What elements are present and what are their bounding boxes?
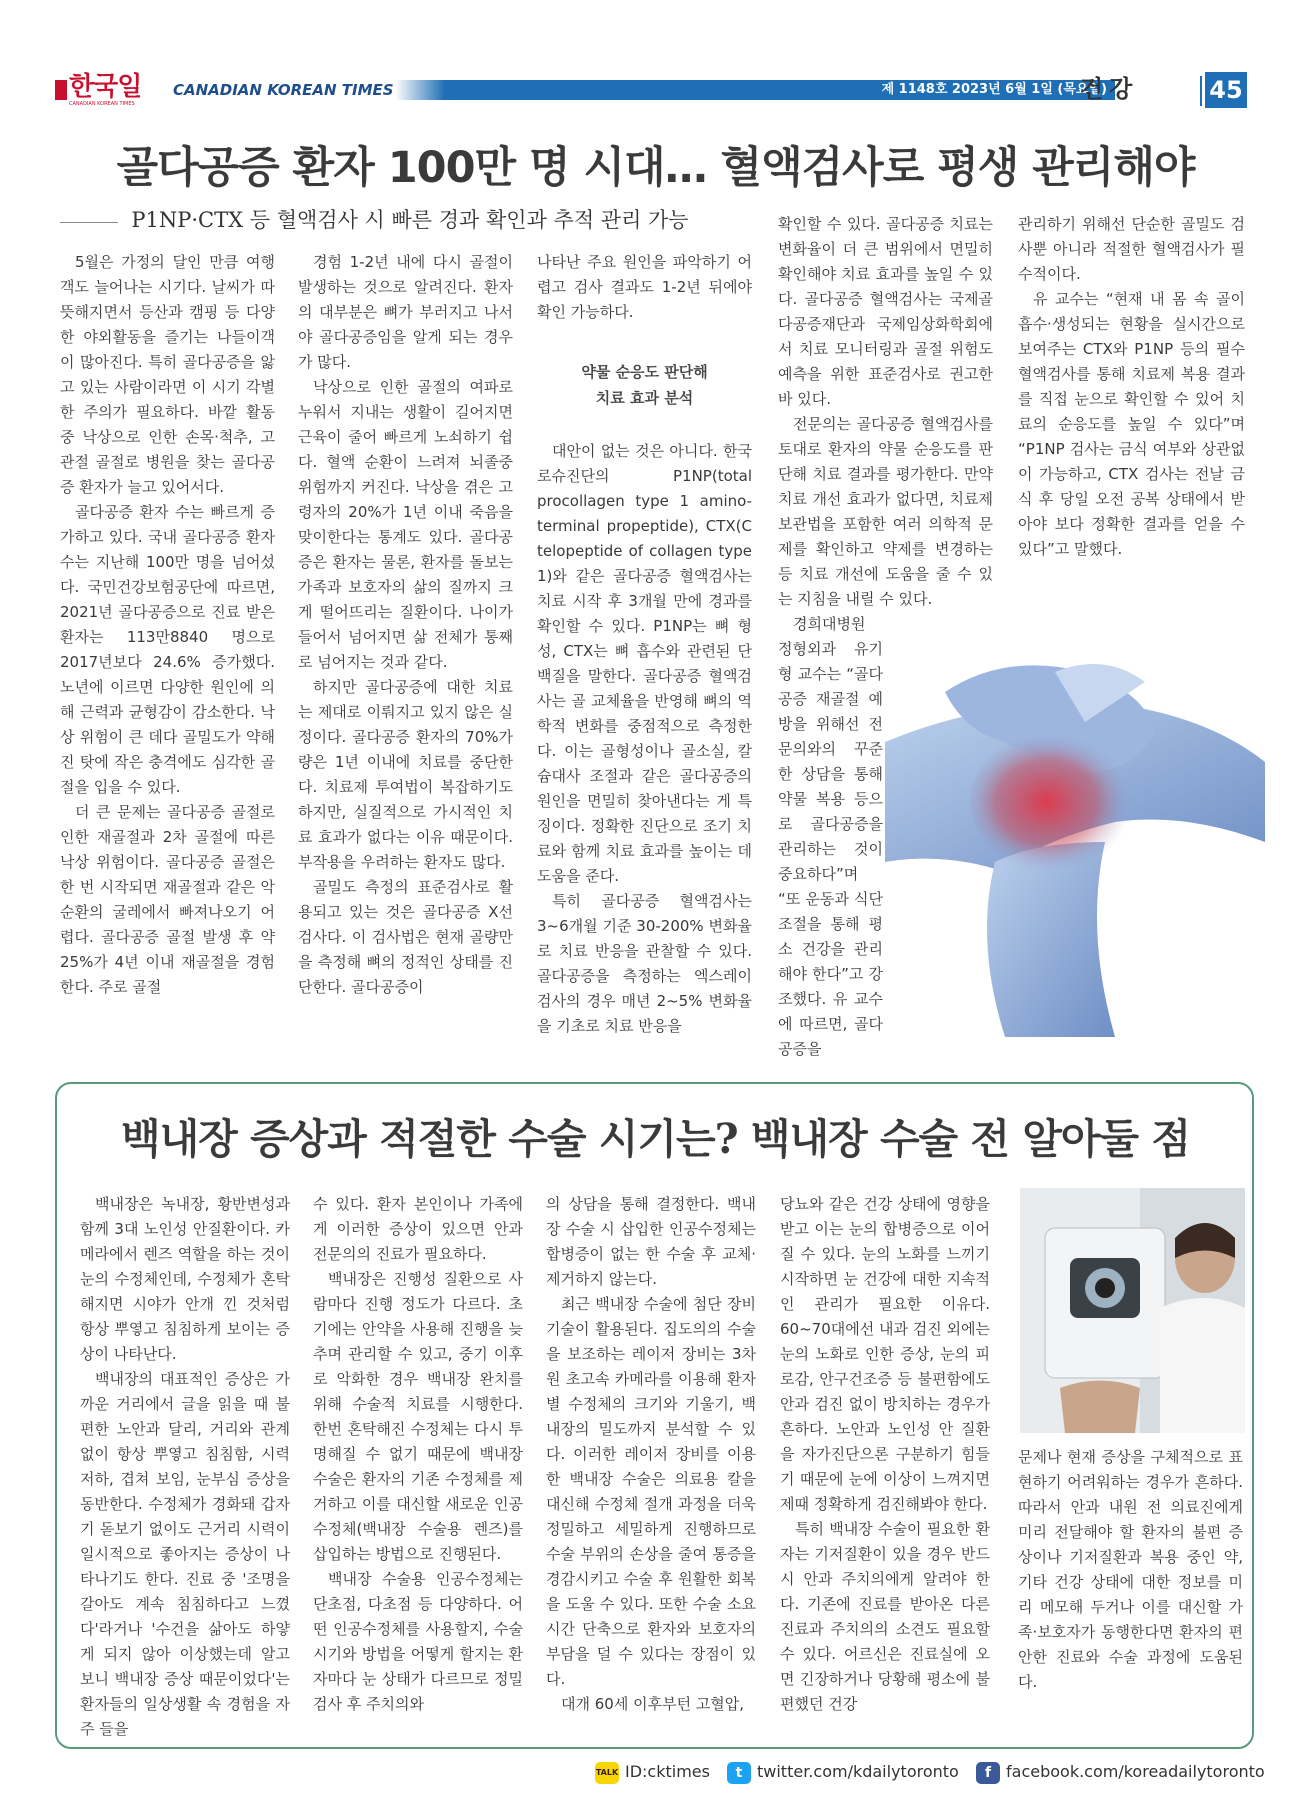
- kakao-link[interactable]: [595, 1758, 710, 1786]
- facebook-url: facebook.com/koreadailytoronto: [1006, 1762, 1265, 1781]
- paragraph: 의 상담을 통해 결정한다. 백내장 수술 시 삽입한 인공수정체는 합병증이 없는 한 수술 후 교체·제거하지 않는다.: [546, 1195, 756, 1288]
- headline-osteoporosis: 골다공증 환자 100만 명 시대… 혈액검사로 평생 관리해야: [116, 143, 1195, 193]
- paper-name: CANADIAN KOREAN TIMES: [173, 81, 394, 99]
- section-title: 건강: [1080, 75, 1139, 103]
- article2-column-5: [1018, 1445, 1243, 1695]
- article1-column-5: [1018, 212, 1245, 562]
- article2-column-2: [313, 1192, 523, 1717]
- paragraph: 특히 골다공증 혈액검사는 3~6개월 기준 30-200% 변화율로 치료 반응을 관찰할 수 있다. 골다공증을 측정하는 엑스레이 검사의 경우 매년 2~5% 변화율을 기초로 치료 반응을: [537, 892, 752, 1035]
- twitter-icon: t: [727, 1762, 751, 1784]
- paragraph: 경험 1-2년 내에 다시 골절이 발생하는 것으로 알려진다. 환자의 대부분은 뼈가 부러지고 나서야 골다공증임을 알게 되는 경우가 많다.: [298, 253, 513, 371]
- knee-pain-illustration: [885, 612, 1265, 1037]
- paragraph: 백내장은 녹내장, 황반변성과 함께 3대 노인성 안질환이다. 카메라에서 렌즈 역할을 하는 것이 눈의 수정체인데, 수정체가 혼탁해지면 시야가 안개 낀 것처럼 항상 뿌옇고 침침하게 보이는 증상이 나타난다.: [80, 1195, 290, 1363]
- facebook-link[interactable]: [976, 1758, 1265, 1786]
- paragraph: 5월은 가정의 달인 만큼 여행객도 늘어나는 시기다. 날씨가 따뜻해지면서 등산과 캠핑 등 다양한 야외활동을 즐기는 나들이객이 많아진다. 특히 골다공증을 앓고 있는 사람이라면 이 시기 각별한 주의가 필요하다. 바깥 활동 중 낙상으로 인한 손목·척추, 고관절 골절로 병원을 찾는 골다공증 환자가 늘고 있어서다.: [60, 253, 275, 496]
- paragraph: 당뇨와 같은 건강 상태에 영향을 받고 이는 눈의 합병증으로 이어질 수 있다. 눈의 노화를 느끼기 시작하면 눈 건강에 대한 지속적인 관리가 필요한 이유다. 60~70대에선 내과 검진 외에는 눈의 노화로 인한 증상, 눈의 피로감, 안구건조증 등 불편함에도 안과 검진 없이 방치하는 경우가 흔하다. 노안과 노인성 안 질환을 자가진단으론 구분하기 힘들기 때문에 눈에 이상이 느껴지면 제때 정확하게 검진해봐야 한다.: [780, 1195, 990, 1513]
- page-number: 45: [1205, 72, 1247, 108]
- paragraph: 대개 60세 이후부턴 고혈압,: [561, 1695, 745, 1713]
- paragraph: 유 교수는 “현재 내 몸 속 골이 흡수·생성되는 현황을 실시간으로 보여주는 CTX와 P1NP 등의 필수 혈액검사를 통해 치료제 복용 결과를 직접 눈으로 확인할 수 있어 치료의 순응도를 높일 수 있다”며 “P1NP 검사는 금식 여부와 상관없이 가능하고, CTX 검사는 전날 금식 후 당일 오전 공복 상태에서 받아야 보다 정확한 결과를 얻을 수 있다”고 말했다.: [1018, 290, 1245, 558]
- paragraph: 더 큰 문제는 골다공증 골절로 인한 재골절과 2차 골절에 따른 낙상 위험이다. 골다공증 골절은 한 번 시작되면 재골절과 같은 악순환의 굴레에서 빠져나오기 어렵다. 골다공증 골절 발생 후 약 25%가 4년 이내 재골절을 경험한다. 주로 골절: [60, 803, 275, 996]
- paragraph: 수 있다. 환자 본인이나 가족에게 이러한 증상이 있으면 안과 전문의의 진료가 필요하다.: [313, 1195, 523, 1263]
- newspaper-logo: [55, 72, 160, 108]
- paragraph: 백내장은 진행성 질환으로 사람마다 진행 정도가 다르다. 초기에는 안약을 사용해 진행을 늦추며 관리할 수 있고, 중기 이후로 악화한 경우 백내장 완치를 위해 수술적 치료를 시행한다. 한번 혼탁해진 수정체는 다시 투명해질 수 없기 때문에 백내장 수술은 환자의 기존 수정체를 제거하고 이를 대신할 새로운 인공수정체(백내장 수술용 렌즈)를 삽입하는 방법으로 진행된다.: [313, 1270, 523, 1563]
- box-heading: [537, 359, 752, 411]
- paragraph: 골밀도 측정의 표준검사로 활용되고 있는 것은 골다공증 X선 검사다. 이 검사법은 현재 골량만을 측정해 뼈의 정적인 상태를 진단한다. 골다공증이: [298, 878, 513, 996]
- twitter-link[interactable]: [727, 1758, 959, 1786]
- twitter-url: twitter.com/kdailytoronto: [757, 1762, 959, 1781]
- article1-column-3: [537, 250, 752, 1039]
- paragraph: 백내장의 대표적인 증상은 가까운 거리에서 글을 읽을 때 불편한 노안과 달리, 거리와 관계없이 항상 뿌옇고 침침함, 시력 저하, 겹쳐 보임, 눈부심 증상을 동반한다. 수정체가 경화돼 갑자기 돋보기 없이도 근거리 시력이 일시적으로 좋아지는 증상이 나타나기도 한다. 진료 중 '조명을 갈아도 계속 침침하다고 느꼈다'라거나 '수건을 삶아도 하얗게 되지 않아 이상했는데 알고 보니 백내장 증상 때문이었다'는 환자들의 일상생활 속 경험을 자주 들을: [80, 1370, 290, 1738]
- eye-exam-photo: [1020, 1188, 1245, 1433]
- kakao-id: ID:cktimes: [625, 1762, 710, 1781]
- logo-name: 한국일: [69, 72, 142, 102]
- article2-column-3: [546, 1192, 756, 1717]
- paragraph: 확인할 수 있다. 골다공증 치료는 변화율이 더 큰 범위에서 면밀히 확인해야 치료 효과를 높일 수 있다. 골다공증 혈액검사는 국제골다공증재단과 국제임상화학회에서 치료 모니터링과 골절 위험도 예측을 위한 표준검사로 권고한 바 있다.: [778, 215, 993, 408]
- headline-cataract: 백내장 증상과 적절한 수술 시기는? 백내장 수술 전 알아둘 점: [120, 1115, 1191, 1163]
- paragraph: 최근 백내장 수술에 첨단 장비 기술이 활용된다. 집도의의 수술을 보조하는 레이저 장비는 3차원 초고속 카메라를 이용해 환자별 수정체의 크기와 기울기, 백내장의 밀도까지 분석할 수 있다. 이러한 레이저 장비를 이용한 백내장 수술은 의료용 칼을 대신해 수정체 절개 과정을 더욱 정밀하고 세밀하게 진행하므로 수술 부위의 손상을 줄여 통증을 경감시키고 수술 후 원활한 회복을 도울 수 있다. 또한 수술 소요 시간 단축으로 환자와 보호자의 부담을 덜 수 있다는 장점이 있다.: [546, 1295, 756, 1688]
- paragraph: 특히 백내장 수술이 필요한 환자는 기저질환이 있을 경우 반드시 안과 주치의에게 알려야 한다. 기존에 진료를 받아온 다른 진료과 주치의의 소견도 필요할 수 있다. 어르신은 진료실에 오면 긴장하거나 당황해 평소에 불편했던 건강: [780, 1520, 990, 1713]
- paragraph: 문제나 현재 증상을 구체적으로 표현하기 어려워하는 경우가 흔하다. 따라서 안과 내원 전 의료진에게 미리 전달해야 할 환자의 불편 증상이나 기저질환과 복용 중인 약, 기타 건강 상태에 대한 정보를 미리 메모해 두거나 이를 대신할 가족·보호자가 동행한다면 환자의 편안한 진료와 수술 과정에 도움된다.: [1018, 1448, 1243, 1691]
- box-heading-line-1: 약물 순응도 판단해: [581, 363, 708, 381]
- article1-column-2: [298, 250, 513, 1000]
- paragraph: 백내장 수술용 인공수정체는 단초점, 다초점 등 다양하다. 어떤 인공수정체를 사용할지, 수술 시기와 방법을 어떻게 할지는 환자마다 눈 상태가 다르므로 정밀검사 후 주치의와: [313, 1570, 523, 1713]
- paragraph: 전문의는 골다공증 혈액검사를 토대로 환자의 약물 순응도를 판단해 치료 결과를 평가한다. 만약 치료 개선 효과가 없다면, 치료제 보관법을 포함한 여러 의학적 문제를 확인하고 약제를 변경하는 등 치료 개선에 도움을 줄 수 있는 지침을 내릴 수 있다.: [778, 415, 993, 608]
- box-heading-line-2: 치료 효과 분석: [595, 389, 694, 407]
- facebook-icon: f: [976, 1762, 1000, 1784]
- paragraph: 경희대병원 정형외과 유기형 교수는 “골다공증 재골절 예방을 위해선 전문의와의 꾸준한 상담을 통해 약물 복용 등으로 골다공증을 관리하는 것이 중요하다”며 “또 운동과 식단 조절을 통해 평소 건강을 관리해야 한다”고 강조했다. 유 교수에 따르면, 골다공증을: [778, 615, 883, 1058]
- issue-date: 제 1148호 2023년 6월 1일 (목요일): [881, 82, 1107, 97]
- paragraph: 대안이 없는 것은 아니다. 한국로슈진단의 P1NP(total procollagen type 1 amino-terminal propeptide), CTX(C telopeptide of collagen type 1)와 같은 골다공증 혈액검사는 치료 시작 후 3개월 만에 경과를 확인할 수 있다. P1NP는 뼈 형성, CTX는 뼈 흡수와 관련된 단백질을 말한다. 골다공증 혈액검사는 골 교체율을 반영해 뼈의 역학적 변화를 중점적으로 측정한다. 이는 골형성이나 골소실, 칼슘대사 조절과 같은 골다공증의 원인을 면밀히 찾아낸다는 게 특징이다. 정확한 진단으로 조기 치료와 함께 치료 효과를 높이는 데 도움을 준다.: [537, 442, 752, 885]
- logo-subtitle: CANADIAN KOREAN TIMES: [69, 101, 135, 107]
- article2-column-4: [780, 1192, 990, 1717]
- paragraph: 하지만 골다공증에 대한 치료는 제대로 이뤄지고 있지 않은 실정이다. 골다공증 환자의 70%가량은 1년 이내에 치료를 중단한다. 치료제 투여법이 복잡하기도 하지만, 실질적으로 가시적인 치료 효과가 없다는 이유 때문이다. 부작용을 우려하는 환자도 많다.: [298, 678, 513, 871]
- article2-column-1: [80, 1192, 290, 1742]
- masthead-bar: [165, 80, 1115, 100]
- article1-column-1: [60, 250, 275, 1000]
- kakao-icon: TALK: [595, 1762, 619, 1784]
- subheadline-osteoporosis: P1NP·CTX 등 혈액검사 시 빠른 경과 확인과 추적 관리 가능: [131, 208, 689, 232]
- paragraph: 낙상으로 인한 골절의 여파로 누워서 지내는 생활이 길어지면 근육이 줄어 빠르게 노쇠하기 쉽다. 혈액 순환이 느려져 뇌졸중 위험까지 커진다. 낙상을 겪은 고령자의 20%가 1년 이내 죽음을 맞이한다는 통계도 있다. 골다공증은 환자는 물론, 환자를 돌보는 가족과 보호자의 삶의 질까지 크게 떨어뜨리는 질환이다. 나이가 들어서 넘어지면 삶 전체가 통째로 넘어지는 것과 같다.: [298, 378, 513, 671]
- masthead: [55, 72, 1250, 110]
- paragraph: 관리하기 위해선 단순한 골밀도 검사뿐 아니라 적절한 혈액검사가 필수적이다.: [1018, 215, 1245, 283]
- paragraph: 골다공증 환자 수는 빠르게 증가하고 있다. 국내 골다공증 환자 수는 지난해 100만 명을 넘어섰다. 국민건강보험공단에 따르면, 2021년 골다공증으로 진료 받은 환자는 113만8840 명으로 2017년보다 24.6% 증가했다. 노년에 이르면 다양한 원인에 의해 근력과 균형감이 감소한다. 낙상 위험이 큰 데다 골밀도가 약해진 탓에 작은 충격에도 심각한 골절을 입을 수 있다.: [60, 503, 275, 796]
- paragraph: 나타난 주요 원인을 파악하기 어렵고 검사 결과도 1-2년 뒤에야 확인 가능하다.: [537, 253, 752, 321]
